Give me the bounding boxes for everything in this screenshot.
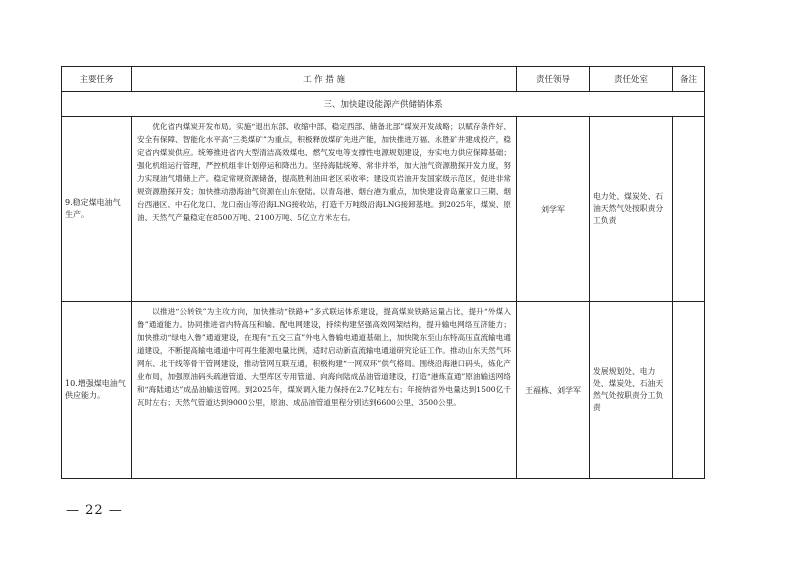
header-note: 备注 <box>673 67 705 92</box>
task-note <box>673 117 705 302</box>
measures-text: 优化省内煤炭开发布局。实施“退出东部、收缩中部、稳定西部、储备北部”煤炭开发战略；以赋存条件好、安全有保障、智能化水平高“三类煤矿”为重点，积极释放煤矿先进产能，加快推进万福、永胜矿井建成投产，稳定省内煤炭供应。统筹推进省内大型清洁高效煤电、燃气发电等支撑性电源规划建设，夯实电力供应保障基础；强化机组运行管理，严控机组非计划停运和降出力。坚持海陆统筹、常非并举，加大油气资源勘探开发力度，努力实现油气增储上产。稳定常规资源储备，提高胜利油田老区采收率；建设页岩油开发国家级示范区，促进非常规资源勘探开发；加快推动渤海油气资源在山东登陆。以青岛港、烟台港为重点，加快建设青岛董家口三期、烟台西港区、中石化龙口、龙口南山等沿海LNG接收站，打造千万吨级沿海LNG接卸基地。到2025年，煤炭、原油、天然气产量稳定在8500万吨、2100万吨、5亿立方米左右。 <box>137 122 511 222</box>
header-leader: 责任领导 <box>517 67 590 92</box>
task-name: 9.稳定煤电油气生产。 <box>62 117 132 302</box>
responsible-office: 电力处、煤炭处、石油天然气处按职责分工负责 <box>590 117 673 302</box>
section-row <box>62 92 705 117</box>
task-name: 10.增强煤电油气供应能力。 <box>62 302 132 479</box>
table-header-row <box>62 67 705 92</box>
task-note <box>673 302 705 479</box>
task-measures <box>132 117 517 302</box>
responsible-leader: 王福栋、刘学军 <box>517 302 590 479</box>
header-main-task: 主要任务 <box>62 67 132 92</box>
measures-text: 以推进“公转铁”为主攻方向，加快推动“铁路+”多式联运体系建设，提高煤炭铁路运量占比，提升“外煤入鲁”通道能力。协同推进省内特高压和输、配电网建设，持续构建坚强高效网架结构，提升输电网络互济能力；加快推动“绿电入鲁”通道建设，在现有“五交三直”外电入鲁输电通道基础上，加快陇东至山东特高压直流输电通道建设，不断提高输电通道中可再生能源电量比例，适时启动新直流输电通道研究论证工作。推动山东天然气环网东、北干线等骨干管网建设，推动管网互联互通，积极构建“一网双环”供气格局。围绕沿海港口码头，炼化产业布局，加强原油码头疏港管道、大型库区专用管道、向海向陆成品油管道建设，打造“港炼直通”原油输送网络和“海陆通达”成品油输送管网。到2025年，煤炭调入能力保持在2.7亿吨左右；年接纳省外电量达到1500亿千瓦时左右；天然气管道达到9000公里，原油、成品油管道里程分别达到6600公里、3500公里。 <box>137 307 511 407</box>
table-row <box>62 302 705 479</box>
table-row <box>62 117 705 302</box>
responsible-leader: 刘学军 <box>517 117 590 302</box>
header-measures: 工 作 措 施 <box>132 67 517 92</box>
section-title: 三、加快建设能源产供储销体系 <box>62 92 705 117</box>
header-office: 责任处室 <box>590 67 673 92</box>
task-table <box>61 66 705 479</box>
task-measures <box>132 302 517 479</box>
page-number: — 22 — <box>66 503 123 518</box>
responsible-office: 发展规划处、电力处、煤炭处、石油天然气处按职责分工负责 <box>590 302 673 479</box>
